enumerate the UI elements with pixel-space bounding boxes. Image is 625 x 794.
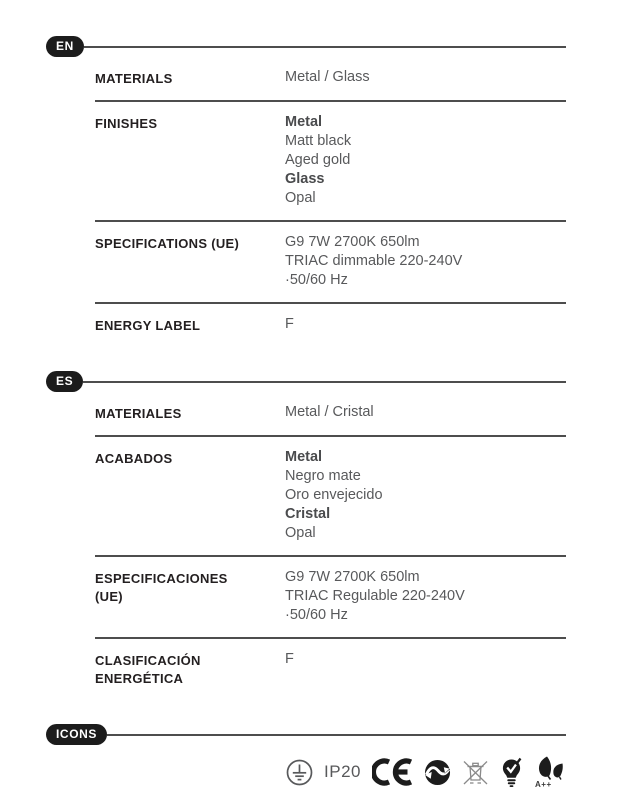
label-line: ACABADOS xyxy=(95,451,173,466)
section-en-header xyxy=(46,36,566,57)
ce-mark-icon xyxy=(372,758,413,786)
energy-class-text: A++ xyxy=(535,779,552,789)
value-line: Opal xyxy=(285,525,316,541)
row-values xyxy=(285,233,566,290)
row-label xyxy=(95,68,285,88)
table-row-materiales xyxy=(95,392,566,435)
header-rule xyxy=(83,381,566,383)
label-line: ENERGÉTICA xyxy=(95,671,184,686)
energy-leaf-icon xyxy=(535,756,564,789)
header-rule xyxy=(107,734,566,736)
value-line: TRIAC Regulable 220-240V xyxy=(285,588,465,604)
section-icons-header xyxy=(46,724,566,745)
label-line: FINISHES xyxy=(95,116,158,131)
row-values xyxy=(285,113,566,208)
label-line: CLASIFICACIÓN xyxy=(95,653,201,668)
label-line: MATERIALES xyxy=(95,406,182,421)
row-label xyxy=(95,233,285,290)
green-dot-recycle-icon xyxy=(424,759,451,786)
label-line: ESPECIFICACIONES xyxy=(95,571,228,586)
value-line: Metal / Glass xyxy=(285,69,370,85)
value-line: F xyxy=(285,651,294,667)
value-line: Metal / Cristal xyxy=(285,404,374,420)
value-line: Glass xyxy=(285,171,325,187)
value-line: Metal xyxy=(285,114,323,130)
section-en xyxy=(46,36,566,347)
language-badge-en: EN xyxy=(46,36,84,57)
label-line: SPECIFICATIONS (UE) xyxy=(95,236,240,251)
table-row-especificaciones xyxy=(95,555,566,637)
value-line: Opal xyxy=(285,190,316,206)
table-row-finishes xyxy=(95,100,566,220)
row-values xyxy=(285,68,566,88)
table-row-materials xyxy=(95,57,566,100)
row-label xyxy=(95,650,285,688)
value-line: TRIAC dimmable 220-240V xyxy=(285,253,463,269)
table-row-specifications xyxy=(95,220,566,302)
label-line: (UE) xyxy=(95,589,123,604)
label-line: MATERIALS xyxy=(95,71,173,86)
icons-badge: ICONS xyxy=(46,724,107,745)
certification-icons-row xyxy=(46,752,566,792)
value-line: G9 7W 2700K 650lm xyxy=(285,569,420,585)
spec-table-en xyxy=(95,57,566,347)
spec-table-es xyxy=(95,392,566,700)
value-line: Cristal xyxy=(285,506,331,522)
value-line: Oro envejecido xyxy=(285,487,383,503)
language-badge-es: ES xyxy=(46,371,83,392)
row-label xyxy=(95,113,285,208)
value-line: ·50/60 Hz xyxy=(285,272,348,288)
ip-rating-text: IP20 xyxy=(324,762,361,781)
row-label xyxy=(95,315,285,335)
table-row-energy-label xyxy=(95,302,566,347)
value-line: ·50/60 Hz xyxy=(285,607,348,623)
value-line: F xyxy=(285,316,294,332)
row-label xyxy=(95,568,285,625)
table-row-clasificacion xyxy=(95,637,566,700)
header-rule xyxy=(84,46,566,48)
label-line: ENERGY LABEL xyxy=(95,318,201,333)
weee-crossed-bin-icon xyxy=(462,757,489,787)
row-values xyxy=(285,403,566,423)
row-values xyxy=(285,568,566,625)
row-values xyxy=(285,650,566,688)
section-es-header xyxy=(46,371,566,392)
section-icons xyxy=(46,724,566,792)
value-line: Aged gold xyxy=(285,152,351,168)
row-values xyxy=(285,315,566,335)
protective-earth-class-icon xyxy=(286,759,313,786)
row-values xyxy=(285,448,566,543)
value-line: Metal xyxy=(285,449,323,465)
value-line: G9 7W 2700K 650lm xyxy=(285,234,420,250)
bulb-check-icon xyxy=(500,757,524,788)
value-line: Matt black xyxy=(285,133,352,149)
table-row-acabados xyxy=(95,435,566,555)
section-es xyxy=(46,371,566,700)
row-label xyxy=(95,403,285,423)
row-label xyxy=(95,448,285,543)
value-line: Negro mate xyxy=(285,468,361,484)
